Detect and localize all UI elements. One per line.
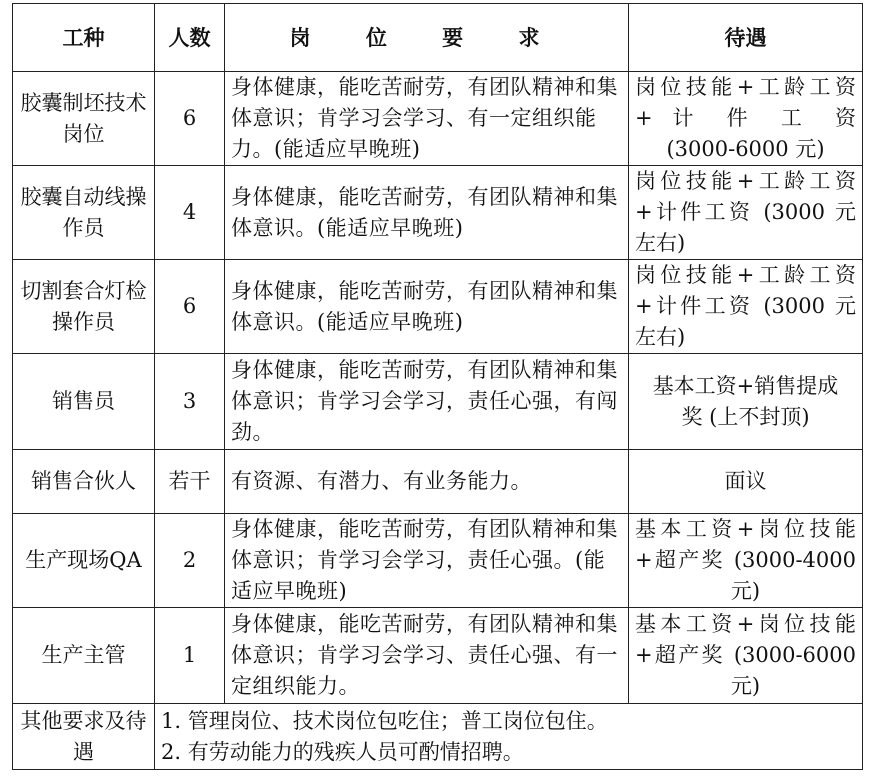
table-row <box>13 608 863 704</box>
benefit-line: 岗位技能+工龄工资 <box>635 75 856 99</box>
count-cell: 6 <box>155 260 225 354</box>
table-row <box>13 72 863 166</box>
other-item: 1. 管理岗位、技术岗位包吃住；普工岗位包住。 <box>161 708 608 733</box>
header-benefit: 待遇 <box>629 4 863 72</box>
benefit-line: +计件工资 (3000 元 <box>635 200 856 224</box>
benefit-line: 元) <box>730 579 761 603</box>
count-cell: 1 <box>155 608 225 704</box>
benefit-line: 左右) <box>635 325 686 349</box>
benefit-line: (3000-6000 元) <box>666 137 825 161</box>
job-cell: 切割套合灯检操作员 <box>13 260 155 354</box>
job-cell: 生产现场QA <box>13 514 155 608</box>
benefit-cell <box>629 354 863 450</box>
job-cell: 销售员 <box>13 354 155 450</box>
table-row <box>13 514 863 608</box>
count-cell: 若干 <box>155 450 225 514</box>
requirement-cell: 身体健康，能吃苦耐劳，有团队精神和集体意识；肯学习会学习，责任心强。(能适应早晚班) <box>225 514 629 608</box>
benefit-line: 岗位技能+工龄工资 <box>635 263 856 287</box>
count-cell: 2 <box>155 514 225 608</box>
requirement-cell: 身体健康，能吃苦耐劳，有团队精神和集体意识。(能适应早晚班) <box>225 166 629 260</box>
header-requirement: 岗 位 要 求 <box>225 4 629 72</box>
count-cell: 6 <box>155 72 225 166</box>
benefit-cell <box>629 260 863 354</box>
benefit-cell <box>629 450 863 514</box>
table-row <box>13 354 863 450</box>
benefit-line: 奖 (上不封顶) <box>681 404 810 429</box>
table-row <box>13 450 863 514</box>
benefit-line: 左右) <box>635 231 686 255</box>
job-cell: 胶囊制坯技术岗位 <box>13 72 155 166</box>
benefit-line: +超产奖 (3000-6000 <box>635 643 856 667</box>
job-cell: 生产主管 <box>13 608 155 704</box>
requirement-cell: 身体健康，能吃苦耐劳，有团队精神和集体意识；肯学习会学习，责任心强，有闯劲。 <box>225 354 629 450</box>
benefit-line: 岗位技能+工龄工资 <box>635 169 856 193</box>
count-cell: 3 <box>155 354 225 450</box>
benefit-line: +计件工资 (3000 元 <box>635 294 856 318</box>
requirement-cell: 身体健康，能吃苦耐劳，有团队精神和集体意识。(能适应早晚班) <box>225 260 629 354</box>
job-cell: 销售合伙人 <box>13 450 155 514</box>
benefit-line: 基本工资+销售提成 <box>652 373 839 398</box>
recruitment-table <box>12 3 863 770</box>
benefit-line: + 计 件 工 资 <box>635 106 856 130</box>
header-job: 工种 <box>13 4 155 72</box>
requirement-cell: 身体健康，能吃苦耐劳，有团队精神和集体意识；肯学习会学习、责任心强、有一定组织能力。 <box>225 608 629 704</box>
other-content <box>155 704 863 770</box>
count-cell: 4 <box>155 166 225 260</box>
requirement-cell: 有资源、有潜力、有业务能力。 <box>225 450 629 514</box>
header-count: 人数 <box>155 4 225 72</box>
benefit-cell <box>629 514 863 608</box>
benefit-line: 面议 <box>724 469 767 493</box>
header-row <box>13 4 863 72</box>
benefit-line: 元) <box>730 674 761 698</box>
benefit-cell <box>629 72 863 166</box>
benefit-line: 基本工资+岗位技能 <box>635 612 856 636</box>
other-item: 2. 有劳动能力的残疾人员可酌情招聘。 <box>161 739 524 764</box>
other-label: 其他要求及待遇 <box>13 704 155 770</box>
table-row <box>13 166 863 260</box>
table-row <box>13 260 863 354</box>
benefit-line: 基本工资+岗位技能 <box>635 517 856 541</box>
benefit-cell <box>629 166 863 260</box>
benefit-line: +超产奖 (3000-4000 <box>635 548 856 572</box>
requirement-cell: 身体健康，能吃苦耐劳，有团队精神和集体意识；肯学习会学习、有一定组织能力。(能适应早晚班) <box>225 72 629 166</box>
benefit-cell <box>629 608 863 704</box>
other-requirements-row <box>13 704 863 770</box>
job-cell: 胶囊自动线操作员 <box>13 166 155 260</box>
